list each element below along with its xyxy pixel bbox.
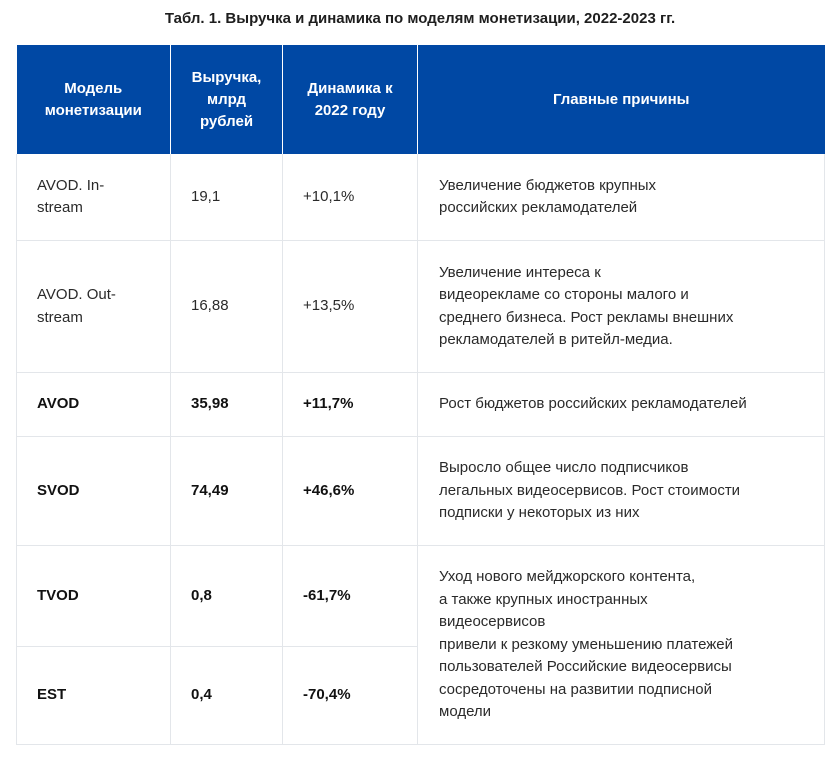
cell-dynamics: -61,7% xyxy=(283,546,418,647)
cell-reason-line: подписки у некоторых из них xyxy=(439,504,640,522)
cell-dynamics: +11,7% xyxy=(283,373,418,437)
cell-revenue: 16,88 xyxy=(171,241,283,373)
cell-reason-line: видеосервисов xyxy=(439,613,546,631)
cell-revenue: 0,8 xyxy=(171,546,283,647)
header-reasons: Главные причины xyxy=(418,45,825,154)
table-row-avod-outstream xyxy=(17,241,825,373)
cell-model: EST xyxy=(17,647,171,745)
cell-reason-line: среднего бизнеса. Рост рекламы внешних xyxy=(439,308,734,326)
cell-model-line: AVOD. Out- xyxy=(37,286,116,303)
header-dynamics-line: Динамика к xyxy=(307,79,393,97)
cell-dynamics: +46,6% xyxy=(283,437,418,546)
table-row-avod xyxy=(17,373,825,437)
table-row-avod-instream xyxy=(17,154,825,241)
cell-reason-line: модели xyxy=(439,703,492,721)
table-header-row xyxy=(17,45,825,154)
cell-reason-line: Рост бюджетов российских рекламодателей xyxy=(439,395,747,413)
cell-model-line: AVOD. In- xyxy=(37,176,105,194)
cell-reason-line: пользователей Российские видеосервисы xyxy=(439,658,732,676)
table-caption: Табл. 1. Выручка и динамика по моделям монетизации, 2022-2023 гг. xyxy=(164,10,676,27)
cell-dynamics: +13,5% xyxy=(283,241,418,373)
cell-model xyxy=(17,241,171,373)
cell-reason-line: российских рекламодателей xyxy=(439,199,638,216)
cell-revenue: 19,1 xyxy=(171,154,283,241)
cell-dynamics: -70,4% xyxy=(283,647,418,745)
monetization-table xyxy=(16,45,825,745)
cell-revenue: 35,98 xyxy=(171,373,283,437)
cell-model: TVOD xyxy=(17,546,171,647)
header-revenue-line: млрд xyxy=(207,90,246,108)
header-dynamics-line: 2022 году xyxy=(314,101,386,119)
cell-reason-line: Выросло общее число подписчиков xyxy=(439,459,689,477)
header-model-line: монетизации xyxy=(44,101,142,119)
cell-reason-line: привели к резкому уменьшению платежей xyxy=(439,635,734,653)
header-dynamics xyxy=(283,45,418,154)
cell-reason-line: а также крупных иностранных xyxy=(439,590,648,608)
header-revenue-line: Выручка, xyxy=(191,68,262,86)
cell-reason-shared xyxy=(418,546,825,745)
header-model xyxy=(17,45,171,154)
cell-reason xyxy=(418,241,825,373)
cell-model: AVOD xyxy=(17,373,171,437)
cell-model-line: stream xyxy=(37,308,83,326)
header-revenue-line: рублей xyxy=(199,112,254,130)
header-model-line: Модель xyxy=(64,79,123,97)
cell-reason-line: сосредоточены на развитии подписной xyxy=(439,680,712,698)
cell-reason-line: Увеличение интереса к xyxy=(439,263,601,281)
cell-reason xyxy=(418,373,825,437)
header-revenue xyxy=(171,45,283,154)
cell-reason-line: видеорекламе со стороны малого и xyxy=(439,286,689,303)
table-row-tvod xyxy=(17,546,825,647)
cell-model xyxy=(17,154,171,241)
cell-reason-line: Уход нового мейджорского контента, xyxy=(439,568,696,586)
cell-dynamics: +10,1% xyxy=(283,154,418,241)
cell-model: SVOD xyxy=(17,437,171,546)
cell-revenue: 74,49 xyxy=(171,437,283,546)
cell-reason-line: рекламодателей в ритейл-медиа. xyxy=(439,331,673,348)
cell-reason xyxy=(418,154,825,241)
cell-reason xyxy=(418,437,825,546)
cell-reason-line: легальных видеосервисов. Рост стоимости xyxy=(439,481,741,499)
cell-revenue: 0,4 xyxy=(171,647,283,745)
cell-model-line: stream xyxy=(37,199,83,216)
table-row-svod xyxy=(17,437,825,546)
cell-reason-line: Увеличение бюджетов крупных xyxy=(439,176,657,194)
